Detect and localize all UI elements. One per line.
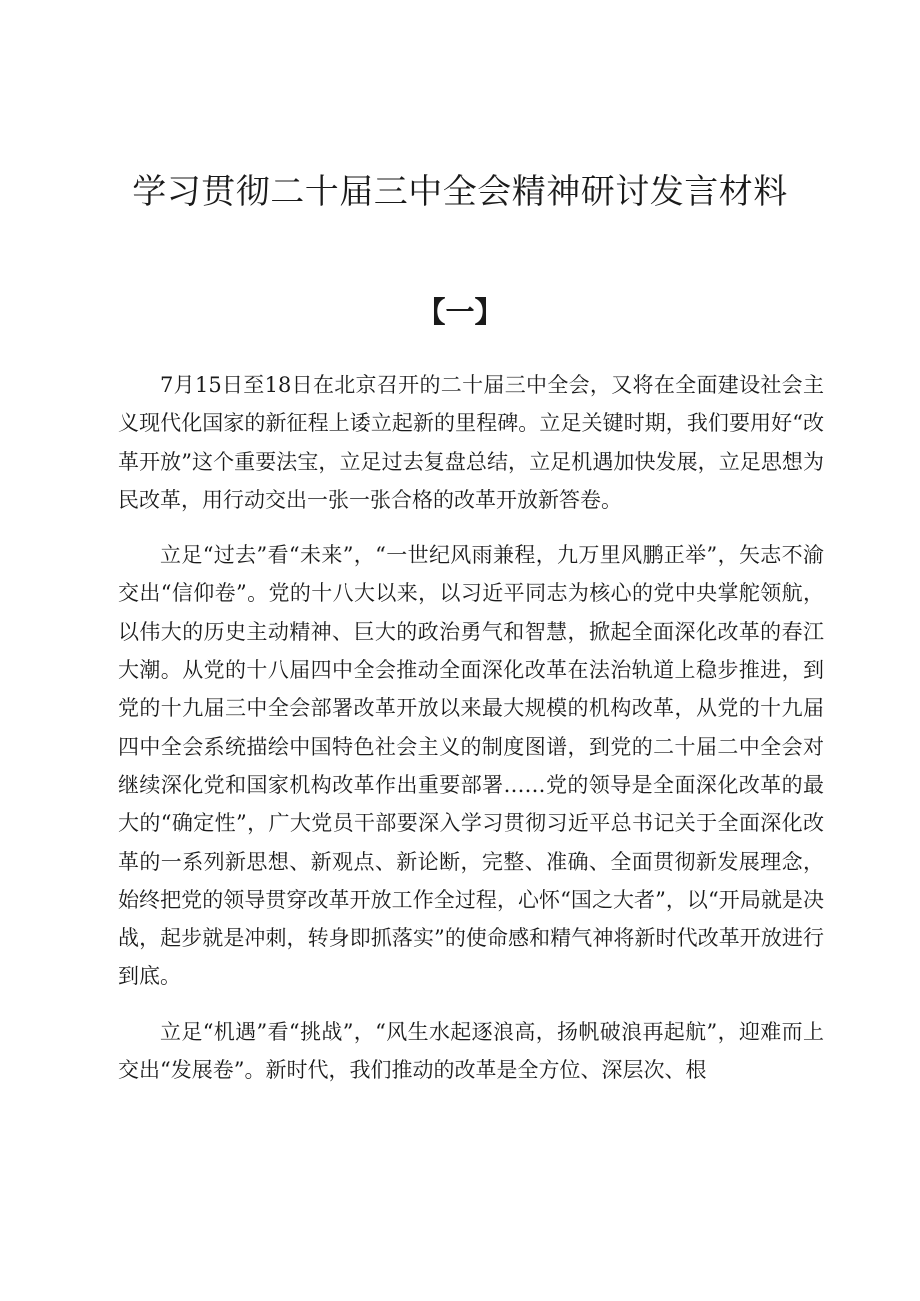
- paragraph: 立足“过去”看“未来”，“一世纪风雨兼程，九万里风鹏正举”，矢志不渝交出“信仰卷”。党的十八大以来，以习近平同志为核心的党中央掌舵领航，以伟大的历史主动精神、巨大的政治勇气和智慧，掀起全面深化改革的春江大潮。从党的十八届四中全会推动全面深化改革在法治轨道上稳步推进，到党的十九届三中全会部署改革开放以来最大规模的机构改革，从党的十九届四中全会系统描绘中国特色社会主义的制度图谱，到党的二十届二中全会对继续深化党和国家机构改革作出重要部署……党的领导是全面深化改革的最大的“确定性”，广大党员干部要深入学习贯彻习近平总书记关于全面深化改革的一系列新思想、新观点、新论断，完整、准确、全面贯彻新发展理念，始终把党的领导贯穿改革开放工作全过程，心怀“国之大者”，以“开局就是决战，起步就是冲刺，转身即抓落实”的使命感和精气神将新时代改革开放进行到底。: [118, 543, 824, 989]
- paragraph: 立足“机遇”看“挑战”，“风生水起逐浪高，扬帆破浪再起航”，迎难而上交出“发展卷”。新时代，我们推动的改革是全方位、深层次、根: [118, 1019, 824, 1083]
- document-title: 学习贯彻二十届三中全会精神研讨发言材料: [132, 172, 788, 212]
- paragraph: 7月15日至18日在北京召开的二十届三中全会，又将在全面建设社会主义现代化国家的新征程上诿立起新的里程碑。立足关键时期，我们要用好“改革开放”这个重要法宝，立足过去复盘总结，立足机遇加快发展，立足思想为民改革，用行动交出一张一张合格的改革开放新答卷。: [118, 373, 824, 512]
- section-heading: 【一】: [416, 295, 504, 329]
- document-body: [118, 366, 824, 1106]
